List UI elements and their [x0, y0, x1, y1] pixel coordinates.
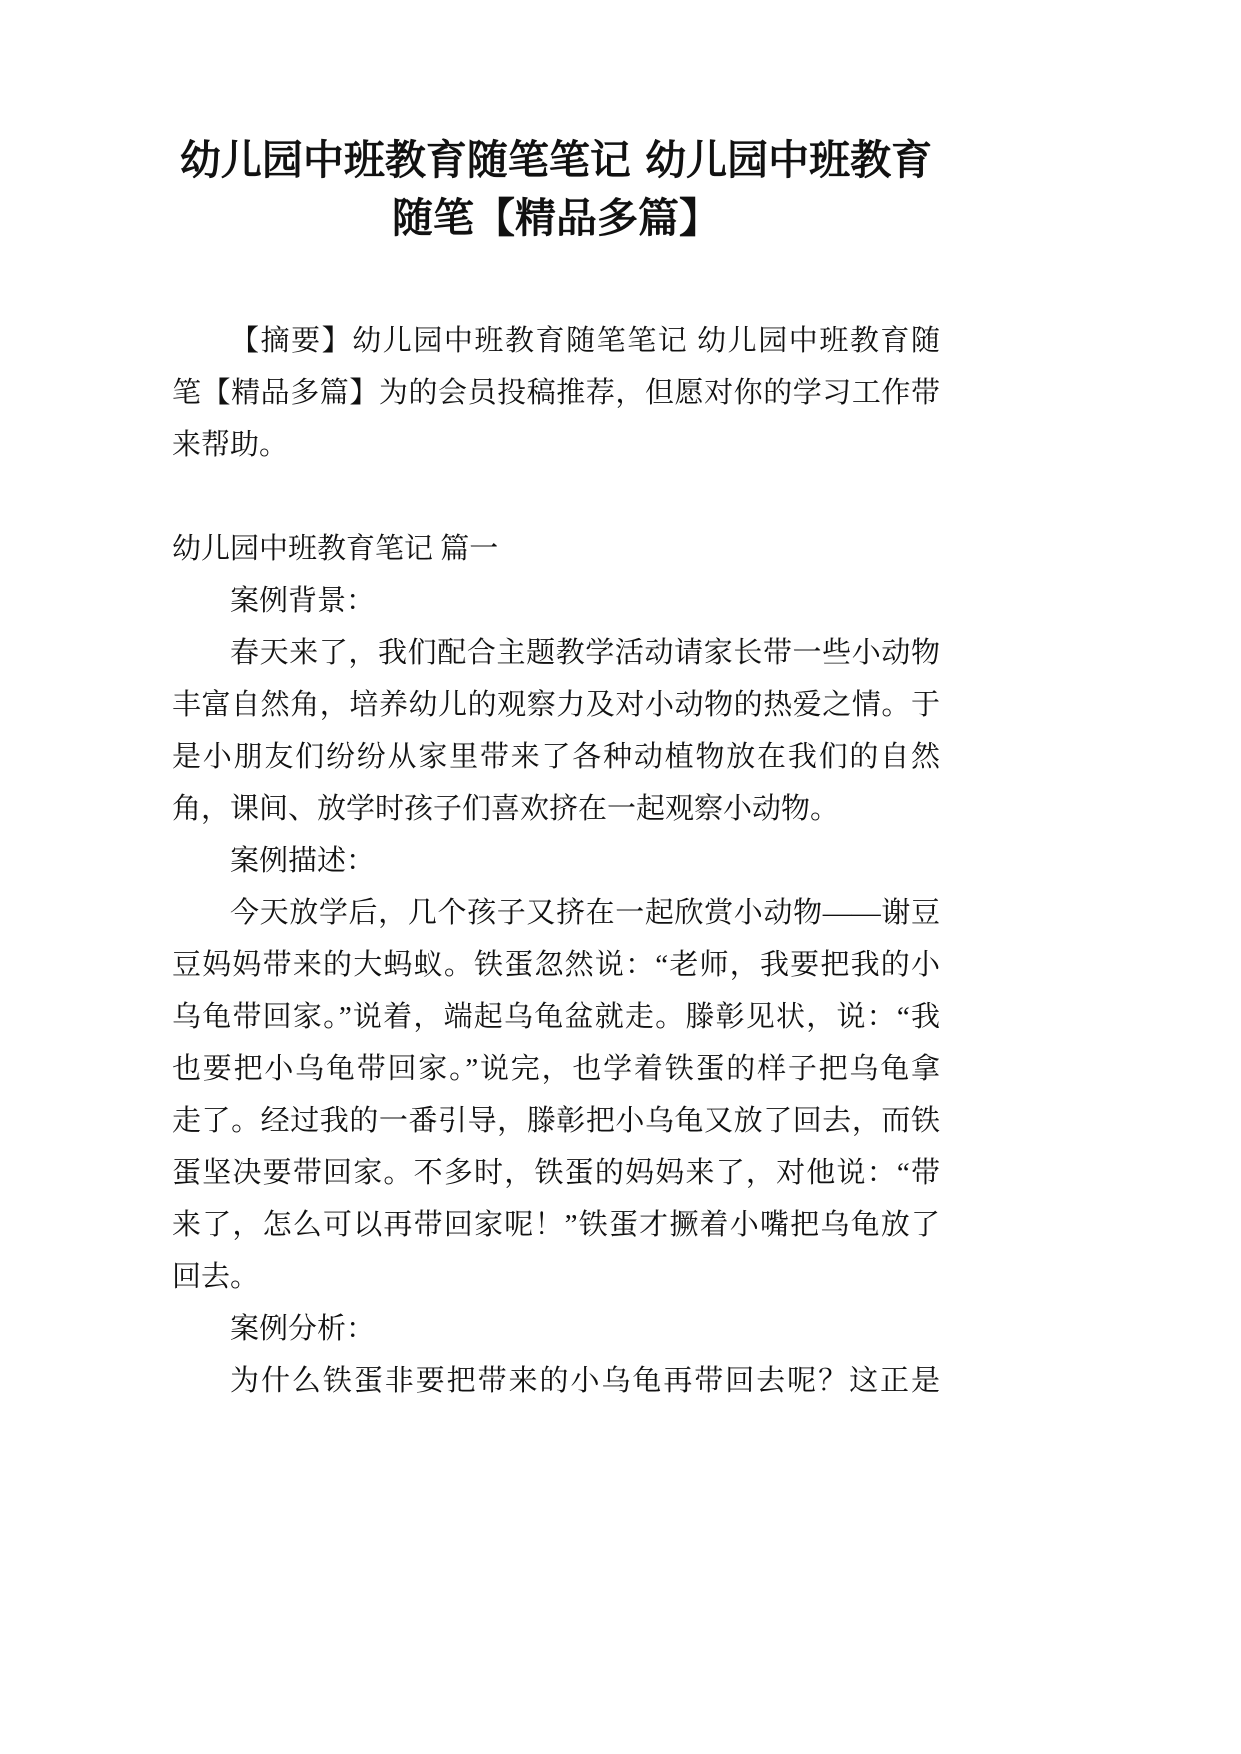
title-line-2: 随笔【精品多篇】 [392, 194, 720, 242]
abstract-line: 来帮助。 [172, 429, 289, 461]
case-background-paragraph [172, 627, 940, 835]
body-line: 蛋坚决要带回家。不多时，铁蛋的妈妈来了，对他说：“带 [172, 1157, 940, 1189]
body-line: 豆妈妈带来的大蚂蚁。铁蛋忽然说：“老师，我要把我的小 [172, 949, 940, 981]
body-line: 丰富自然角，培养幼儿的观察力及对小动物的热爱之情。于 [172, 689, 940, 721]
abstract-paragraph [172, 315, 940, 471]
case-description-paragraph [172, 887, 940, 1303]
body-line: 角，课间、放学时孩子们喜欢挤在一起观察小动物。 [172, 793, 840, 825]
body-line: 为什么铁蛋非要把带来的小乌龟再带回去呢？这正是 [230, 1365, 940, 1397]
body-line: 来了，怎么可以再带回家呢！”铁蛋才撅着小嘴把乌龟放了 [172, 1209, 940, 1241]
case-description-label: 案例描述： [230, 845, 376, 877]
body-line: 春天来了，我们配合主题教学活动请家长带一些小动物 [230, 637, 940, 669]
title-line-1: 幼儿园中班教育随笔笔记 幼儿园中班教育 [179, 136, 933, 184]
body-line: 今天放学后，几个孩子又挤在一起欣赏小动物——谢豆 [230, 897, 940, 929]
abstract-line: 笔【精品多篇】为的会员投稿推荐，但愿对你的学习工作带 [172, 377, 940, 409]
body-line: 回去。 [172, 1261, 260, 1293]
body-line: 乌龟带回家。”说着，端起乌龟盆就走。滕彰见状，说：“我 [172, 1001, 940, 1033]
case-analysis-paragraph [172, 1355, 940, 1407]
body-line: 也要把小乌龟带回家。”说完，也学着铁蛋的样子把乌龟拿 [172, 1053, 940, 1085]
section-heading: 幼儿园中班教育笔记 篇一 [172, 533, 499, 565]
abstract-line: 【摘要】幼儿园中班教育随笔笔记 幼儿园中班教育随 [230, 325, 940, 357]
document-body [172, 315, 940, 1407]
case-background-label: 案例背景： [230, 585, 376, 617]
case-analysis-label: 案例分析： [230, 1313, 376, 1345]
body-line: 走了。经过我的一番引导，滕彰把小乌龟又放了回去，而铁 [172, 1105, 940, 1137]
blank-line [172, 471, 940, 523]
body-line: 是小朋友们纷纷从家里带来了各种动植物放在我们的自然 [172, 741, 940, 773]
document-title [172, 131, 940, 247]
